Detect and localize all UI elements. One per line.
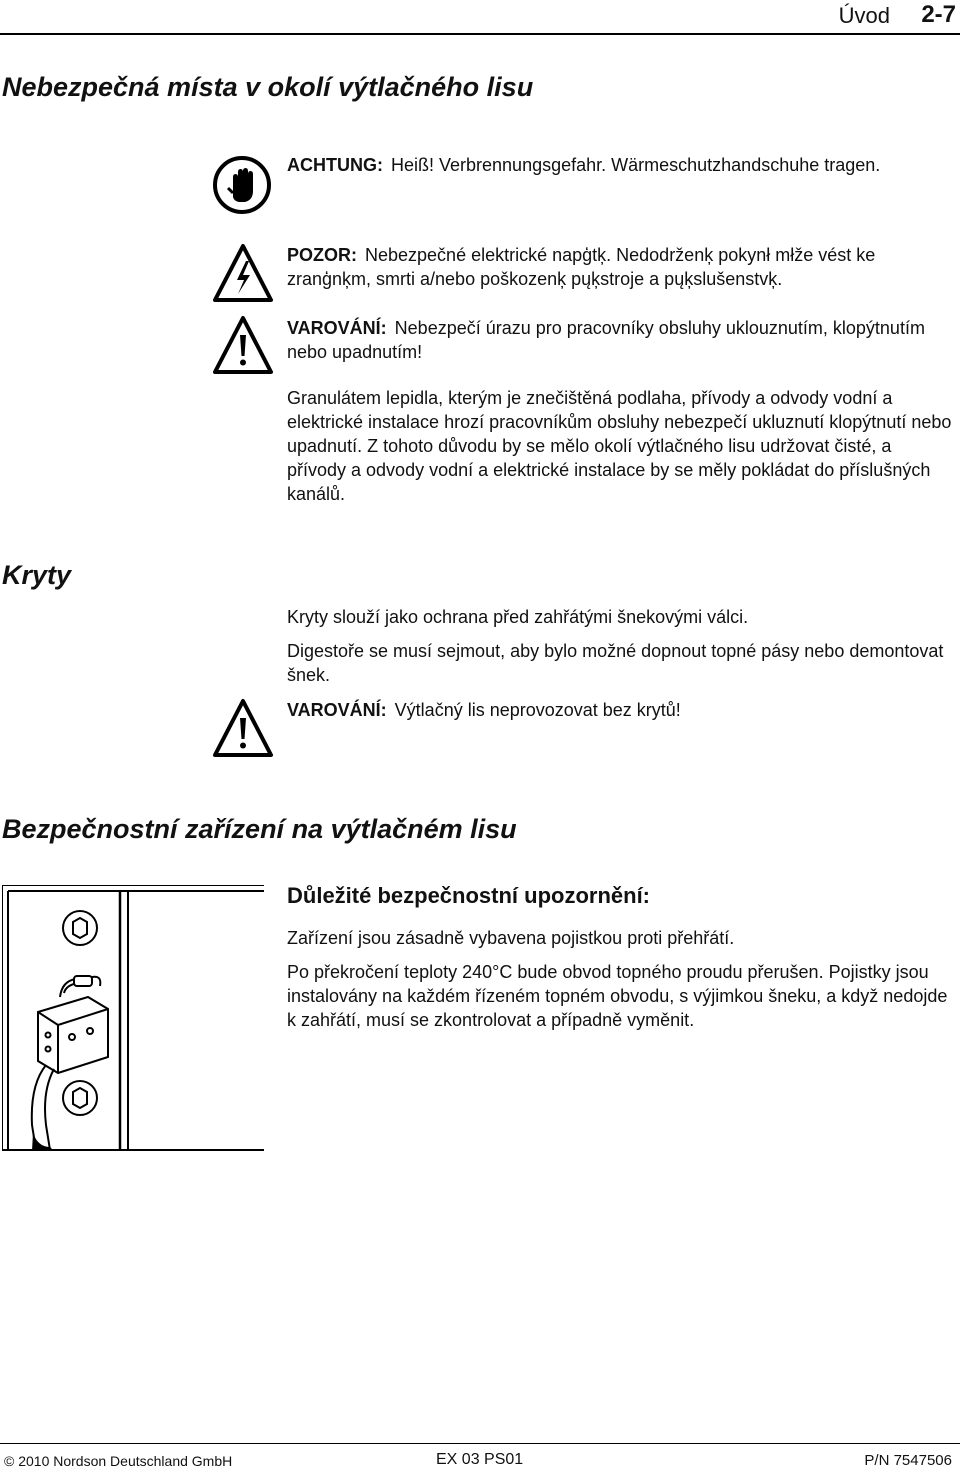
achtung-notice [287,153,955,177]
pozor-label: POZOR: [287,245,357,265]
header-page-number: 2-7 [921,1,956,28]
electric-warning-icon [212,242,274,304]
varovani-text: Výtlačný lis neprovozovat bez krytů! [394,700,681,720]
covers-paragraph-1: Kryty slouží jako ochrana před zahřátými šnekovými válci. [287,607,749,627]
footer-document-id: EX 03 PS01 [436,1451,524,1468]
section-title-covers: Kryty [2,560,72,590]
pozor-text: Nebezpečné elektrické napģtķ. Nedodrženķ pokynł młže vést ke zranģnķm, smrti a/nebo poškozenķ pųķstroje a pųķslušenstvķ. [287,245,876,289]
section-title-hazards: Nebezpečná místa v okolí výtlačného lisu [2,72,534,102]
section-title-safety-devices: Bezpečnostní zařízení na výtlačném lisu [2,814,517,844]
safety-paragraph-1: Zařízení jsou zásadně vybavena pojistkou proti přehřátí. [287,928,735,948]
varovani-notice-1 [287,316,955,364]
general-warning-icon [212,314,274,376]
copyright-text: 2010 Nordson Deutschland GmbH [18,1453,233,1469]
header-section-title: Úvod [838,3,890,28]
thermal-fuse-illustration [2,885,264,1152]
safety-subheading: Důležité bezpečnostní upozornění: [287,883,651,908]
hazard-paragraph: Granulátem lepidla, kterým je znečištěná podlaha, přívody a odvody vodní a elektrické instalace hrozí pracovníkům obsluhy nebezpečí ukluznutí klopýtnutí nebo upadnutí. Z tohoto důvodu by se mělo okolí výtlačného lisu udržovat čisté, a přívody a odvody vodní a elektrické instalace by se měly pokládat do příslušných kanálů. [287,388,952,504]
copyright-icon: © [4,1453,15,1469]
safety-paragraph-2: Po překročení teploty 240°C bude obvod topného proudu přerušen. Pojistky jsou instalovány na každém řízeném topném obvodu, s výjimkou šneku, a když nedojde k zahřátí, musí se zkontrolovat a případně vyměnit. [287,962,948,1030]
achtung-text: Heiß! Verbrennungsgefahr. Wärmeschutzhandschuhe tragen. [391,155,881,175]
achtung-label: ACHTUNG: [287,155,383,175]
footer-part-number: P/N 7547506 [864,1452,952,1469]
footer-copyright [4,1453,232,1469]
general-warning-icon [212,697,274,759]
footer-divider [0,1443,960,1444]
varovani-label: VAROVÁNÍ: [287,700,387,720]
header-divider [0,33,960,35]
pozor-notice [287,243,955,291]
gloves-icon [212,155,272,215]
varovani-notice-2 [287,698,955,722]
covers-paragraph-2: Digestoře se musí sejmout, aby bylo možné dopnout topné pásy nebo demontovat šnek. [287,641,944,685]
varovani-text: Nebezpečí úrazu pro pracovníky obsluhy uklouznutím, klopýtnutím nebo upadnutím! [287,318,925,362]
varovani-label: VAROVÁNÍ: [287,318,387,338]
